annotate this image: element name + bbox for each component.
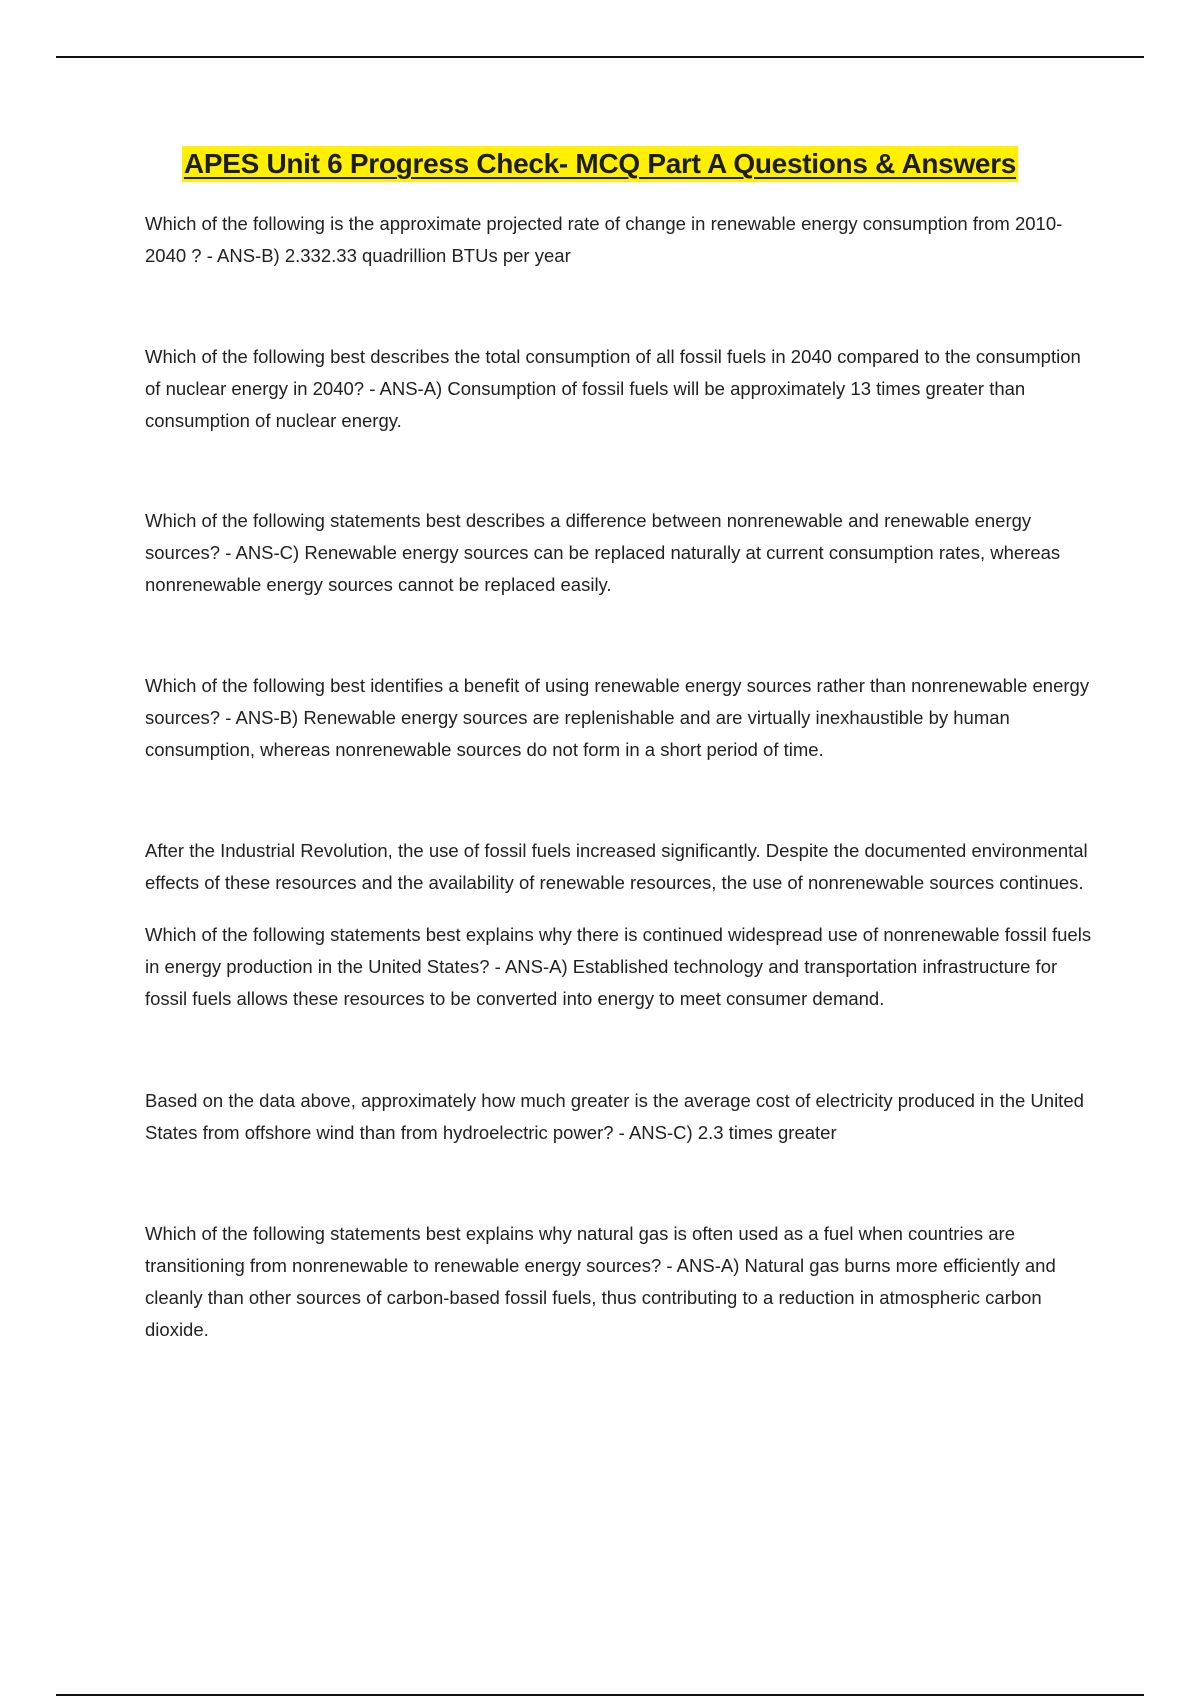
qa-paragraph-2: Which of the following best describes the total consumption of all fossil fuels in 2040 compared to the consumption of nuclear energy in 2040? - ANS-A) Consumption of fossil fuels will be approximately 13 times greater than consumption of nuclear energy. — [145, 346, 1081, 431]
qa-paragraph-6: Based on the data above, approximately how much greater is the average cost of electricity produced in the United States from offshore wind than from hydroelectric power? - ANS-C) 2.3 times greater — [145, 1090, 1084, 1143]
qa-paragraph-5: Which of the following statements best explains why there is continued widespread use of nonrenewable fossil fuels in energy production in the United States? - ANS-A) Established technology and transportation infrastructure for fossil fuels allows these resources to be converted into energy to meet consumer demand. — [145, 924, 1092, 1009]
qa-paragraph-3: Which of the following statements best describes a difference between nonrenewable and renewable energy sources? - ANS-C) Renewable energy sources can be replaced naturally at current consumption rates, whereas nonrenewable energy sources cannot be replaced easily. — [145, 510, 1061, 595]
bottom-divider — [56, 1694, 1144, 1696]
title-block — [0, 146, 1200, 182]
document-title: APES Unit 6 Progress Check- MCQ Part A Questions & Answers — [182, 146, 1018, 182]
qa-paragraph-1: Which of the following is the approximate projected rate of change in renewable energy consumption from 2010-2040 ? - ANS-B) 2.332.33 quadrillion BTUs per year — [145, 213, 1063, 266]
qa-paragraph-4: Which of the following best identifies a benefit of using renewable energy sources rather than nonrenewable energy sources? - ANS-B) Renewable energy sources are replenishable and are virtually inexhaustible by human consumption, whereas nonrenewable sources do not form in a short period of time. — [145, 675, 1090, 760]
qa-paragraph-7: Which of the following statements best explains why natural gas is often used as a fuel when countries are transitioning from nonrenewable to renewable energy sources? - ANS-A) Natural gas burns more efficiently and cleanly than other sources of carbon-based fossil fuels, thus contributing to a reduction in atmospheric carbon dioxide. — [145, 1223, 1056, 1340]
context-paragraph: After the Industrial Revolution, the use of fossil fuels increased significantly. Despite the documented environmental effects of these resources and the availability of renewable resources, the use of nonrenewable sources continues. — [145, 840, 1088, 893]
document-body — [145, 208, 1095, 1346]
top-divider — [56, 56, 1144, 58]
